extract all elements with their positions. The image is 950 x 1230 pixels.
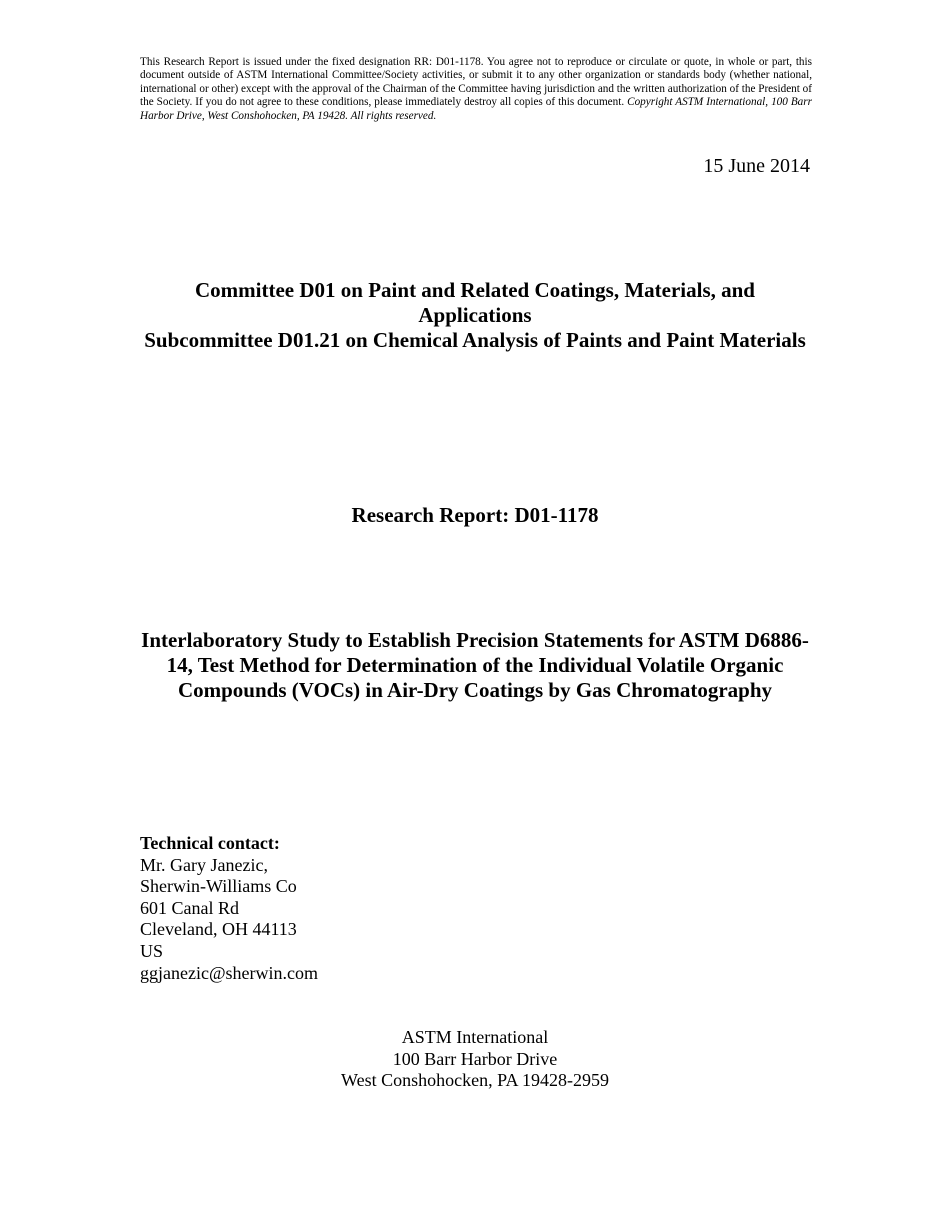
astm-city: West Conshohocken, PA 19428-2959	[341, 1070, 609, 1091]
contact-street: 601 Canal Rd	[140, 897, 239, 918]
technical-contact	[140, 833, 318, 984]
report-date: 15 June 2014	[703, 155, 810, 177]
contact-company: Sherwin-Williams Co	[140, 876, 297, 897]
usage-notice	[140, 56, 812, 123]
contact-label: Technical contact:	[140, 833, 280, 853]
astm-street: 100 Barr Harbor Drive	[392, 1048, 558, 1069]
astm-address	[140, 1027, 810, 1092]
report-id-heading: Research Report: D01-1178	[351, 503, 599, 527]
usage-notice-text: This Research Report is issued under the fixed designation RR: D01-1178. You agree not to reproduce or circulate or quote, in whole or part, this document outside of ASTM International Committee/Society activities, or submit it to any other organization or standards body (whether national, international or other) except with the approval of the Chairman of the Committee having jurisdiction and the written authorization of the President of the Society. If you do not agree to these conditions, please immediately destroy all copies of this document.	[140, 56, 812, 109]
study-title: Interlaboratory Study to Establish Precision Statements for ASTM D6886-14, Test Method for Determination of the Individual Volatile Organic Compounds (VOCs) in Air-Dry Coatings by Gas Chromatography	[141, 628, 809, 702]
contact-email: ggjanezic@sherwin.com	[140, 962, 319, 983]
committee-heading	[140, 278, 810, 353]
copyright-notice: Copyright ASTM International, 100 Barr Harbor Drive, West Conshohocken, PA 19428. All rights reserved.	[140, 96, 812, 122]
contact-country: US	[140, 940, 164, 961]
contact-city: Cleveland, OH 44113	[140, 919, 297, 940]
astm-name: ASTM International	[401, 1027, 549, 1047]
committee-name: Committee D01 on Paint and Related Coatings, Materials, and Applications	[195, 278, 755, 327]
contact-name: Mr. Gary Janezic,	[140, 854, 268, 875]
subcommittee-name: Subcommittee D01.21 on Chemical Analysis of Paints and Paint Materials	[144, 328, 806, 352]
